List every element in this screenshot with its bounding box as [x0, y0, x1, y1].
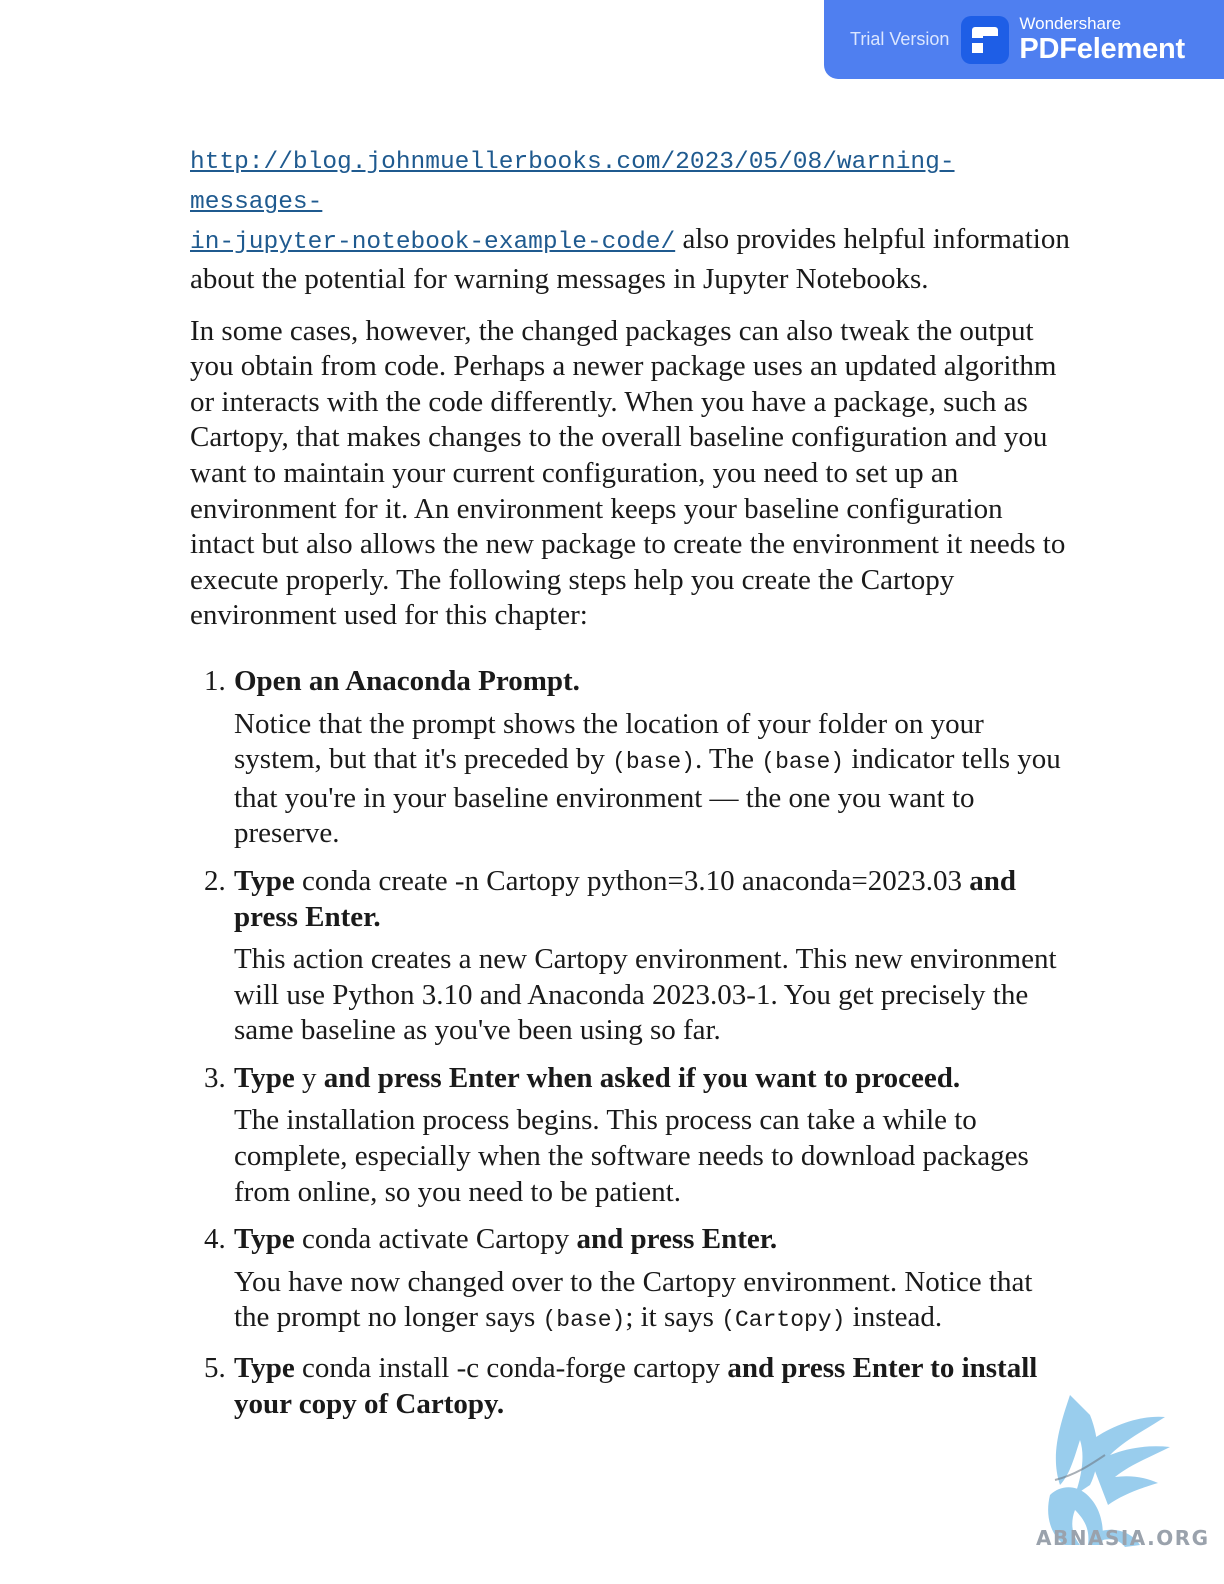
step-title-bold: Type	[234, 1223, 295, 1256]
step-body-text: instead.	[845, 1301, 943, 1334]
blog-link-line-1[interactable]: http://blog.johnmuellerbooks.com/2023/05/08/warning-messages-	[190, 149, 955, 216]
step-number: 2.	[204, 864, 226, 897]
list-item	[190, 1222, 1070, 1339]
trial-version-label: Trial Version	[850, 29, 950, 49]
step-number: 3.	[204, 1061, 226, 1094]
step-body-text: Notice that the prompt shows the location of your folder on your system, but that it's preceded by	[234, 707, 984, 776]
step-title-bold: and press Enter.	[576, 1223, 778, 1256]
code-base: (base)	[542, 1307, 626, 1334]
step-body	[234, 707, 1070, 852]
trial-banner[interactable]	[824, 0, 1224, 79]
step-command: y	[294, 1061, 324, 1094]
blog-link-line-2[interactable]: in-jupyter-notebook-example-code/	[190, 229, 676, 256]
step-body-text: indicator tells you that you're in your baseline environment — the one you want to preserve.	[234, 743, 1061, 850]
step-command: conda create -n Cartopy python=3.10 anaconda=2023.03	[294, 864, 970, 897]
step-body: The installation process begins. This process can take a while to complete, especially when the software needs to download packages from online, so you need to be patient.	[234, 1104, 1029, 1208]
step-number: 1.	[204, 664, 226, 697]
step-body	[234, 1265, 1070, 1339]
code-base: (base)	[761, 749, 845, 776]
intro-paragraph	[190, 142, 1070, 298]
step-title-bold: Open an Anaconda Prompt.	[234, 664, 580, 697]
list-item	[190, 1061, 1070, 1210]
list-item	[190, 1351, 1070, 1422]
steps-list	[190, 664, 1070, 1422]
step-title-bold: and press Enter.	[234, 864, 1017, 933]
step-command: conda activate Cartopy	[294, 1223, 577, 1256]
step-title	[234, 664, 1070, 700]
step-title-bold: Type	[234, 864, 295, 897]
step-title	[234, 1222, 1070, 1258]
brand-company: Wondershare	[1019, 14, 1122, 33]
brand-block	[1019, 15, 1185, 64]
pdfelement-logo-icon	[961, 16, 1009, 64]
step-number: 5.	[204, 1352, 226, 1385]
step-title-bold: and press Enter when asked if you want to proceed.	[323, 1061, 961, 1094]
document-body	[190, 142, 1070, 1434]
environment-paragraph: In some cases, however, the changed packages can also tweak the output you obtain from code. Perhaps a newer package uses an updated algorithm or interacts with the code differently. When you have a package, such as Cartopy, that makes changes to the overall baseline configuration and you want to maintain your current configuration, you need to set up an environment for it. An environment keeps your baseline configuration intact but also allows the new package to create the environment it needs to execute properly. The following steps help you create the Cartopy environment used for this chapter:	[190, 314, 1066, 632]
code-cartopy: (Cartopy)	[721, 1307, 846, 1334]
step-body-text: . The	[694, 743, 762, 776]
brand-product: PDFelement	[1019, 33, 1185, 65]
step-title	[234, 864, 1070, 935]
step-command: conda install -c conda-forge cartopy	[294, 1352, 728, 1385]
step-title	[234, 1351, 1070, 1422]
list-item	[190, 864, 1070, 1049]
step-body-text: You have now changed over to the Cartopy environment. Notice that the prompt no longer says	[234, 1265, 1033, 1334]
watermark-text: ABNASIA.ORG	[1036, 1526, 1210, 1550]
code-base: (base)	[612, 749, 695, 776]
step-title-bold: and press Enter to install your copy of Cartopy.	[234, 1352, 1038, 1420]
step-number: 4.	[204, 1223, 226, 1256]
step-title	[234, 1061, 1070, 1097]
step-title-bold: Type	[234, 1061, 295, 1094]
step-title-bold: Type	[234, 1352, 295, 1385]
intro-text: also provides helpful information about the potential for warning messages in Jupyter Notebooks.	[190, 223, 1070, 295]
step-body: This action creates a new Cartopy environment. This new environment will use Python 3.10 and Anaconda 2023.03-1. You get precisely the same baseline as you've been using so far.	[234, 943, 1057, 1047]
list-item	[190, 664, 1070, 852]
step-body-text: ; it says	[625, 1301, 722, 1334]
